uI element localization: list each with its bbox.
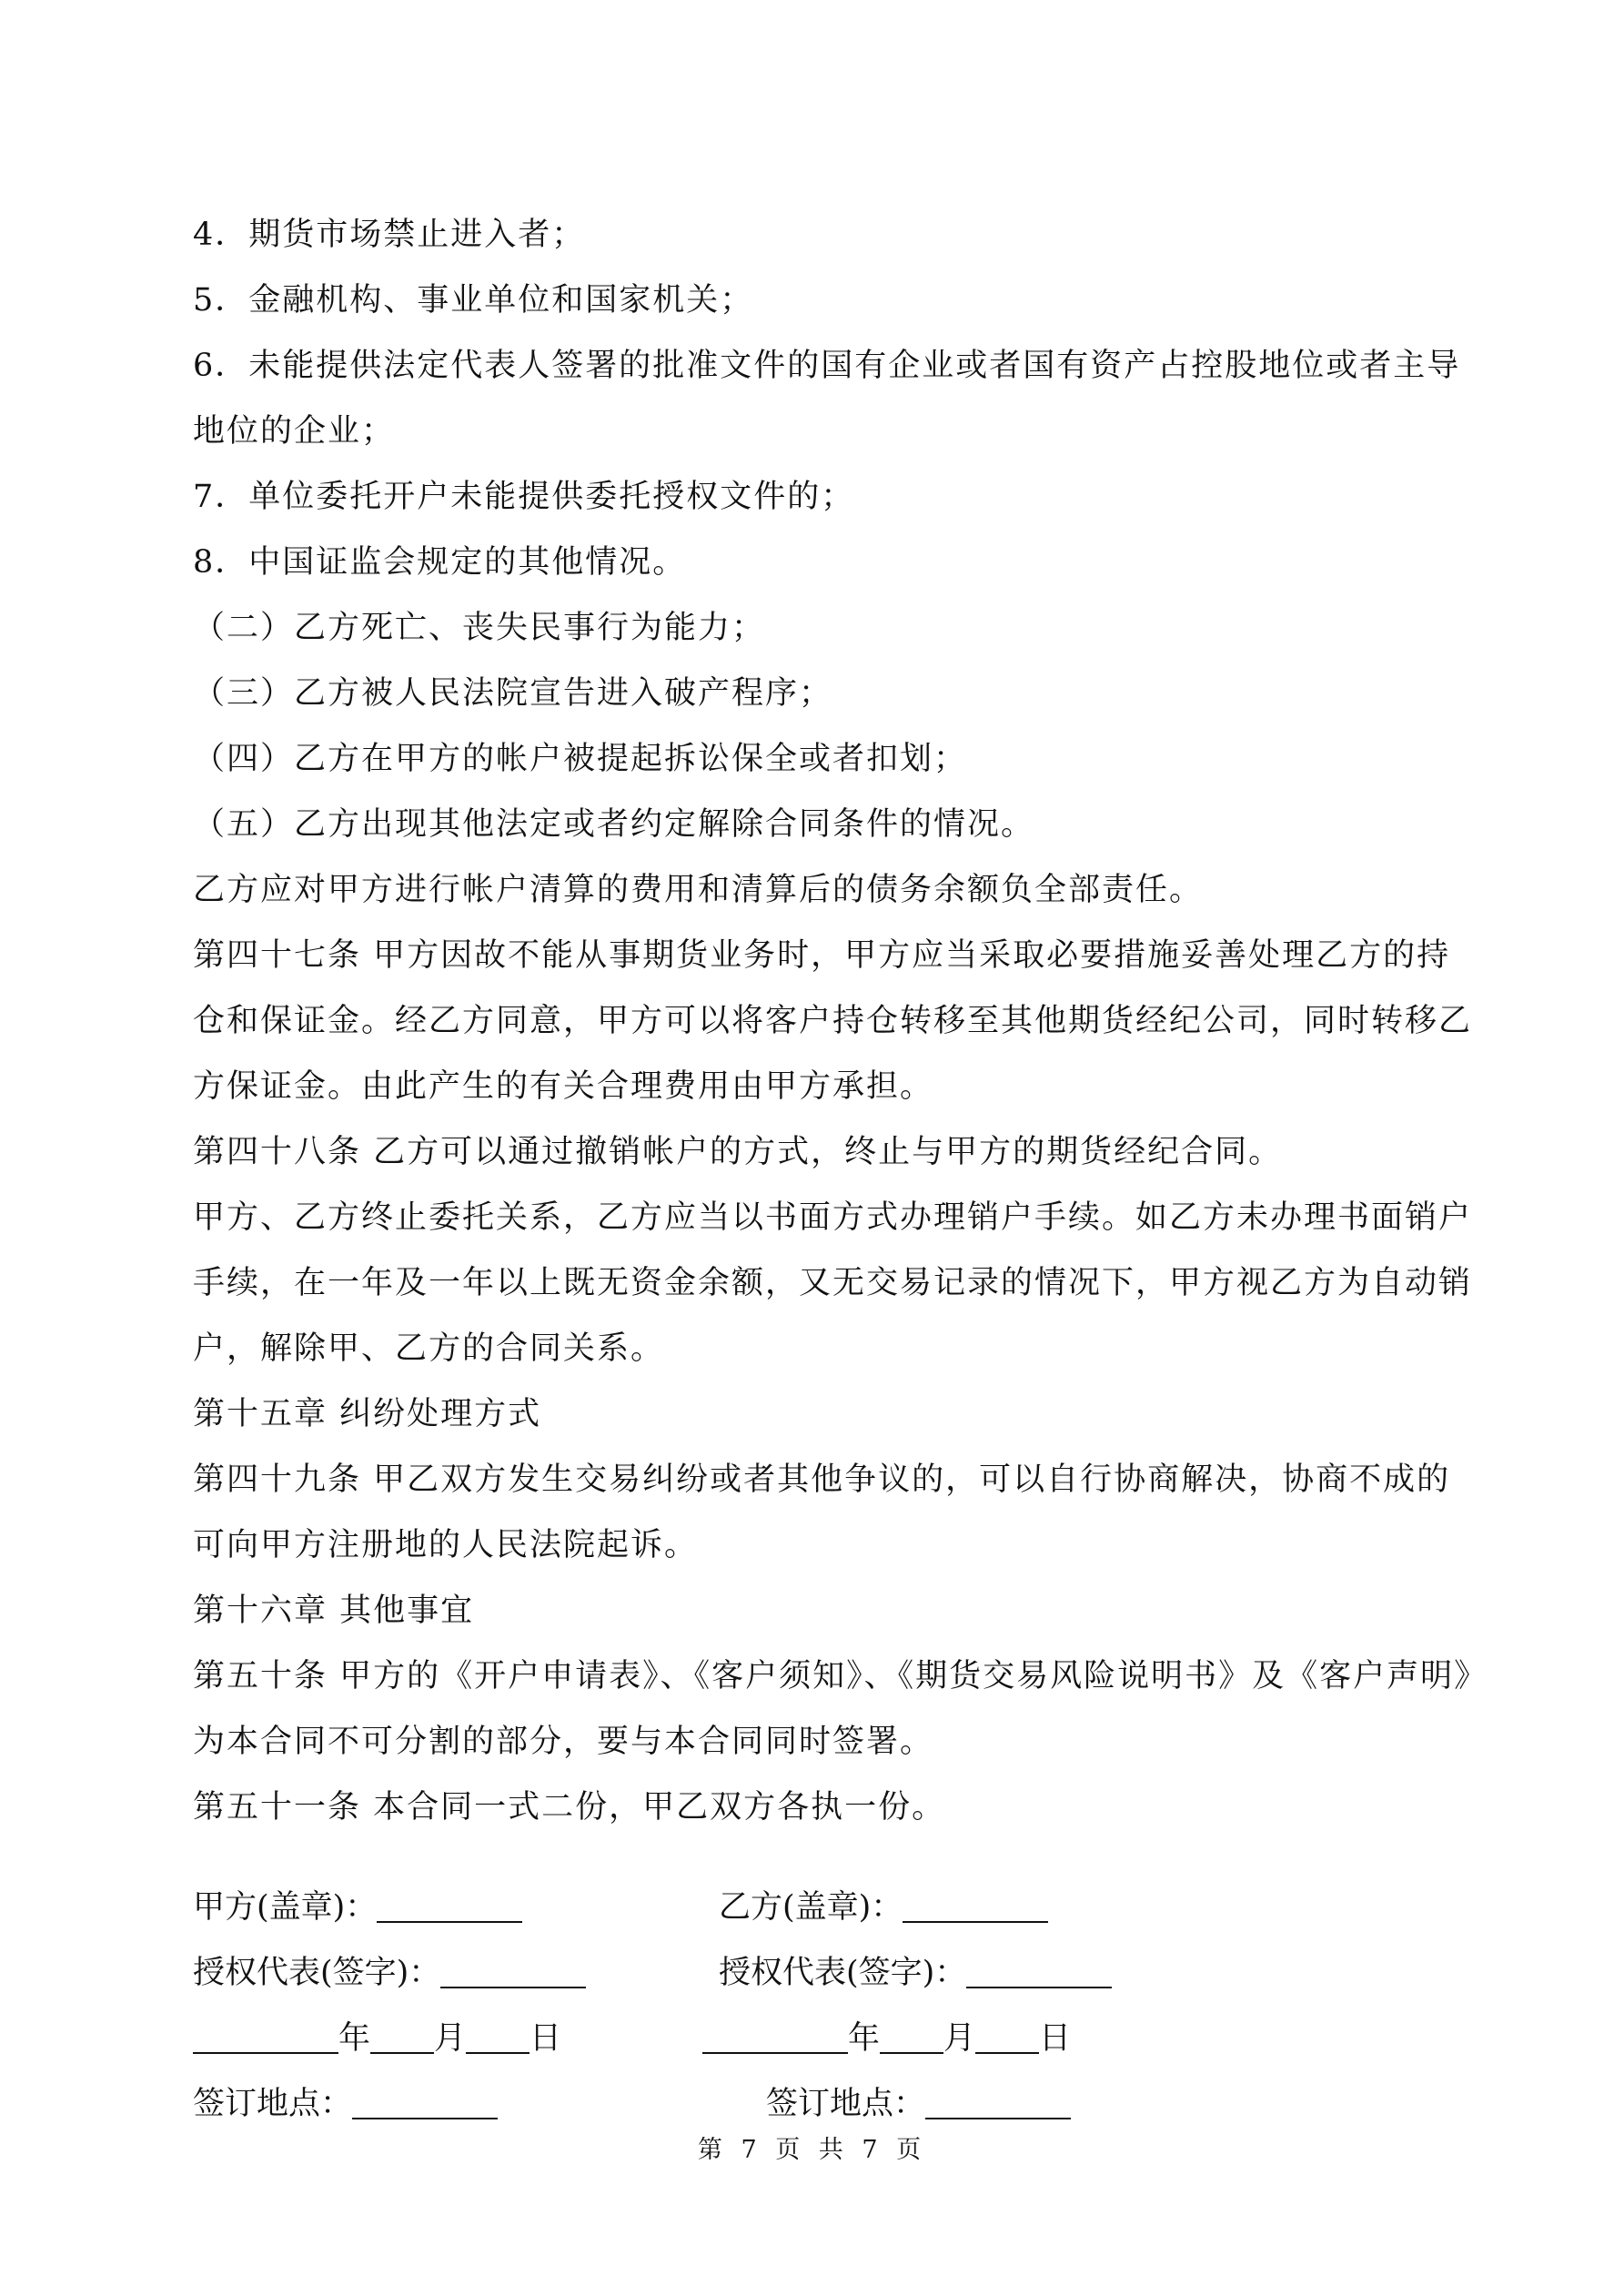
party-a-day-blank <box>466 2016 530 2054</box>
body-line: 第五十条 甲方的《开户申请表》、《客户须知》、《期货交易风险说明书》及《客户声明》 <box>193 1658 1488 1694</box>
party-b-year-blank <box>702 2016 848 2054</box>
body-line: （三）乙方被人民法院宣告进入破产程序； <box>193 675 833 712</box>
party-b-seal <box>719 1875 1048 1940</box>
body-line: 6．未能提供法定代表人签署的批准文件的国有企业或者国有资产占控股地位或者主导 <box>193 348 1461 384</box>
party-a-year-label: 年 <box>338 2020 371 2057</box>
party-b-rep-label: 授权代表(签字)： <box>719 1955 967 1991</box>
body-line: （二）乙方死亡、丧失民事行为能力； <box>193 610 766 646</box>
party-a-place-label: 签订地点： <box>193 2086 353 2122</box>
body-line: 第十六章 其他事宜 <box>193 1593 475 1629</box>
party-a-day-label: 日 <box>530 2020 562 2057</box>
body-line: 手续，在一年及一年以上既无资金余额，又无交易记录的情况下，甲方视乙方为自动销 <box>193 1265 1473 1301</box>
party-b-rep-blank <box>966 1950 1112 1988</box>
body-line: （五）乙方出现其他法定或者约定解除合同条件的情况。 <box>193 806 1035 843</box>
signature-block <box>193 1875 1437 2137</box>
body-line: （四）乙方在甲方的帐户被提起拆讼保全或者扣划； <box>193 741 968 777</box>
body-line: 地位的企业； <box>193 413 396 450</box>
party-a-rep <box>193 1940 586 2006</box>
body-line: 第四十八条 乙方可以通过撤销帐户的方式，终止与甲方的期货经纪合同。 <box>193 1134 1283 1170</box>
body-line: 方保证金。由此产生的有关合理费用由甲方承担。 <box>193 1068 934 1105</box>
party-b-year-label: 年 <box>848 2020 881 2057</box>
body-line: 可向甲方注册地的人民法院起诉。 <box>193 1527 699 1563</box>
page-footer: 第 7 页 共 7 页 <box>697 2136 927 2164</box>
party-a-rep-blank <box>440 1950 586 1988</box>
party-b-month-label: 月 <box>943 2020 976 2057</box>
party-a-rep-label: 授权代表(签字)： <box>193 1955 441 1991</box>
body-line: 5．金融机构、事业单位和国家机关； <box>193 282 754 319</box>
body-line: 第五十一条 本合同一式二份，甲乙双方各执一份。 <box>193 1789 946 1826</box>
party-a-month-blank <box>370 2016 434 2054</box>
party-b-seal-label: 乙方(盖章)： <box>719 1889 903 1926</box>
place-row <box>193 2071 1437 2137</box>
party-b-day-blank <box>975 2016 1039 2054</box>
contract-body <box>193 202 1488 1840</box>
seal-row <box>193 1875 1437 1940</box>
body-line: 第四十九条 甲乙双方发生交易纠纷或者其他争议的，可以自行协商解决，协商不成的 <box>193 1462 1451 1498</box>
party-a-seal <box>193 1875 522 1940</box>
party-b-month-blank <box>880 2016 943 2054</box>
body-line: 乙方应对甲方进行帐户清算的费用和清算后的债务余额负全部责任。 <box>193 872 1204 908</box>
party-b-place <box>766 2071 1071 2137</box>
party-a-place-blank <box>352 2081 498 2119</box>
party-b-date <box>702 2006 1071 2071</box>
party-b-day-label: 日 <box>1039 2020 1072 2057</box>
party-a-month-label: 月 <box>434 2020 467 2057</box>
party-a-date <box>193 2006 561 2071</box>
party-b-place-label: 签订地点： <box>766 2086 926 2122</box>
body-line: 4．期货市场禁止进入者； <box>193 217 586 253</box>
representative-row <box>193 1940 1437 2006</box>
body-line: 第十五章 纠纷处理方式 <box>193 1396 542 1432</box>
party-b-rep <box>719 1940 1112 2006</box>
body-line: 仓和保证金。经乙方同意，甲方可以将客户持仓转移至其他期货经纪公司，同时转移乙 <box>193 1003 1473 1039</box>
party-a-year-blank <box>193 2016 338 2054</box>
body-line: 8．中国证监会规定的其他情况。 <box>193 544 687 581</box>
party-a-seal-label: 甲方(盖章)： <box>193 1889 378 1926</box>
party-b-place-blank <box>925 2081 1071 2119</box>
body-line: 为本合同不可分割的部分，要与本合同同时签署。 <box>193 1724 934 1760</box>
party-b-seal-blank <box>903 1885 1048 1923</box>
body-line: 甲方、乙方终止委托关系，乙方应当以书面方式办理销户手续。如乙方未办理书面销户 <box>193 1199 1473 1236</box>
body-line: 7．单位委托开户未能提供委托授权文件的； <box>193 479 855 515</box>
body-line: 第四十七条 甲方因故不能从事期货业务时，甲方应当采取必要措施妥善处理乙方的持 <box>193 937 1451 974</box>
body-line: 户，解除甲、乙方的合同关系。 <box>193 1330 665 1367</box>
party-a-seal-blank <box>377 1885 522 1923</box>
date-row <box>193 2006 1437 2071</box>
party-a-place <box>193 2071 498 2137</box>
